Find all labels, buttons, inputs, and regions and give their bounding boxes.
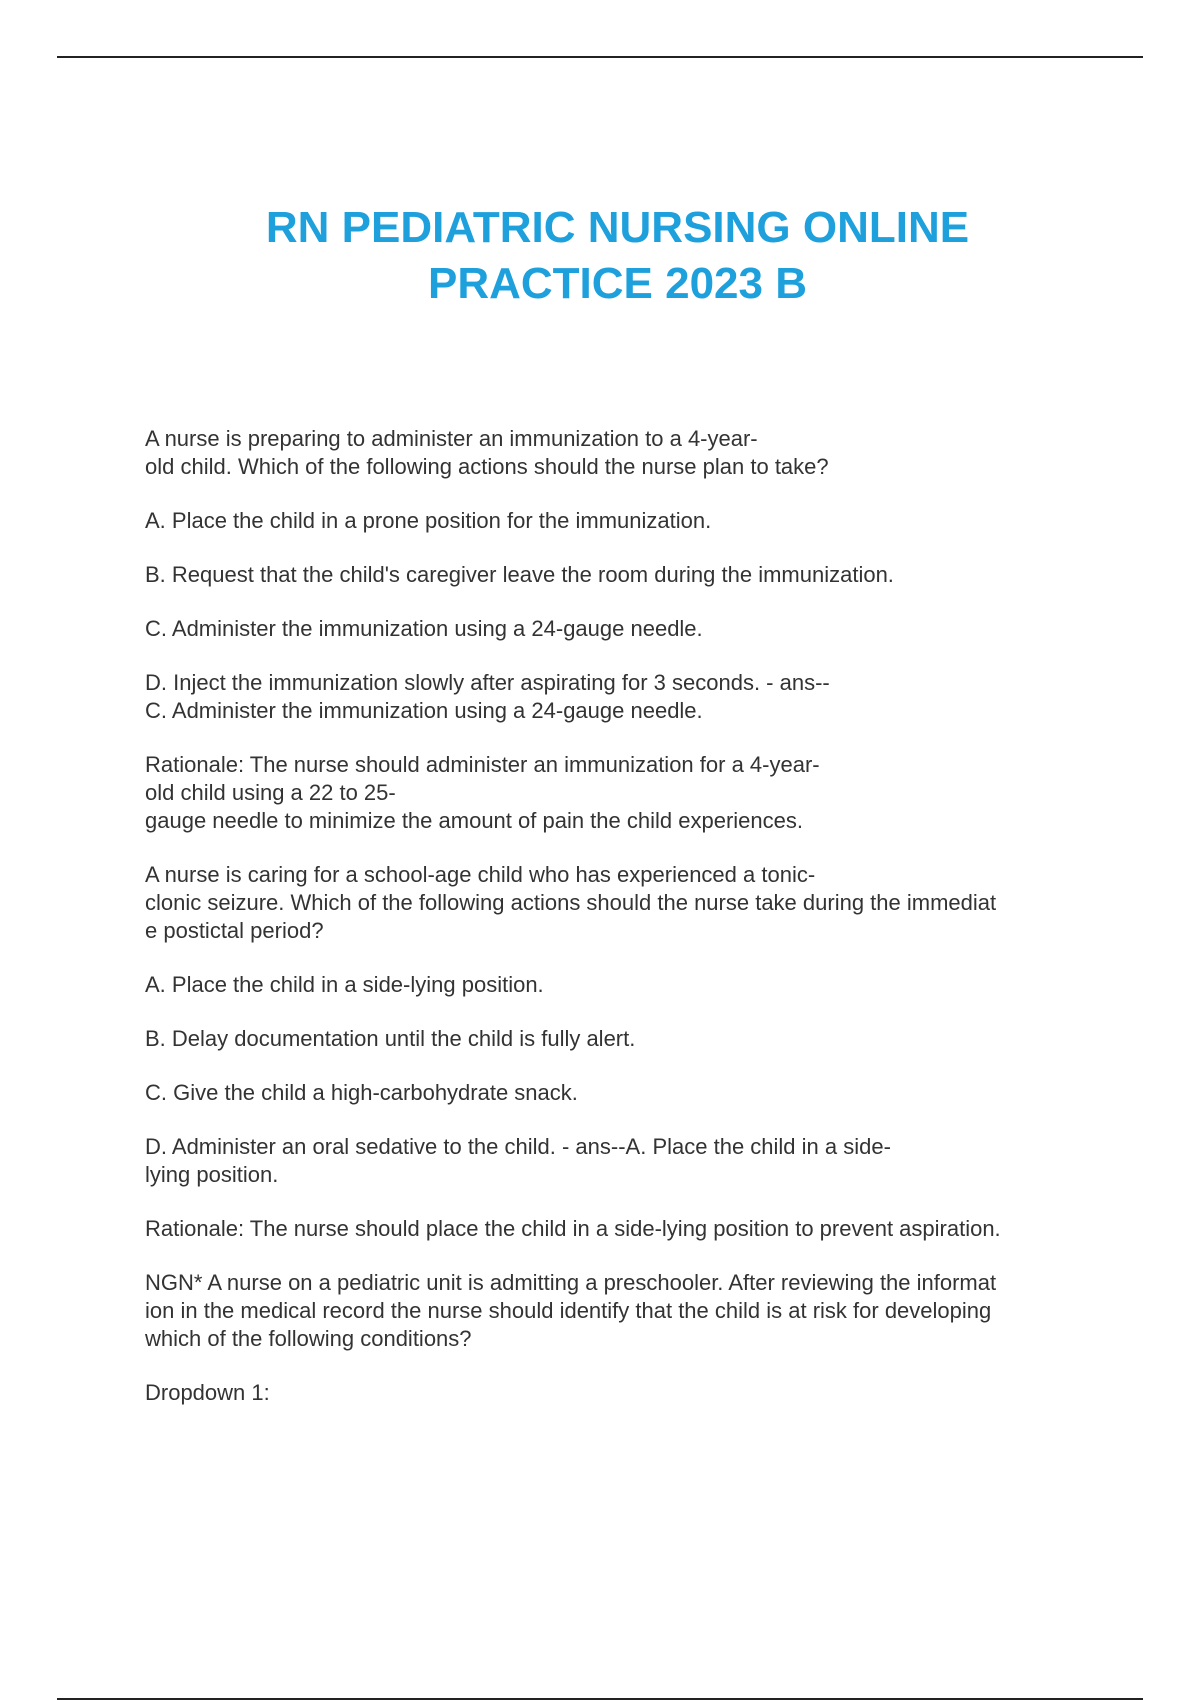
question-1-option-a: A. Place the child in a prone position for the immunization. [145, 508, 712, 533]
question-1-stem: A nurse is preparing to administer an immunization to a 4-year- old child. Which of the following actions should the nurse plan to take? [145, 426, 829, 479]
title-line-1: RN PEDIATRIC NURSING ONLINE [265, 203, 970, 252]
question-2-option-a: A. Place the child in a side-lying position. [145, 972, 544, 997]
document-title [0, 200, 1200, 312]
question-2-rationale: Rationale: The nurse should place the child in a side-lying position to prevent aspiration. [145, 1216, 1001, 1241]
top-rule [57, 56, 1143, 58]
question-1-option-c: C. Administer the immunization using a 24-gauge needle. [145, 616, 703, 641]
question-3-stem: NGN* A nurse on a pediatric unit is admitting a preschooler. After reviewing the informat ion in the medical record the nurse should identify that the child is at risk for developing which of the following conditions? [145, 1270, 997, 1351]
question-3-dropdown-label: Dropdown 1: [145, 1380, 270, 1405]
document-body [145, 425, 1105, 1433]
question-2-stem: A nurse is caring for a school-age child who has experienced a tonic- clonic seizure. Which of the following actions should the nurse take during the immediat e postictal period? [145, 862, 997, 943]
question-1-rationale: Rationale: The nurse should administer an immunization for a 4-year- old child using a 22 to 25- gauge needle to minimize the amount of pain the child experiences. [145, 752, 820, 833]
question-2-option-c: C. Give the child a high-carbohydrate snack. [145, 1080, 578, 1105]
title-line-2: PRACTICE 2023 B [427, 259, 807, 308]
question-1-option-b: B. Request that the child's caregiver leave the room during the immunization. [145, 562, 894, 587]
question-1-option-d-answer: D. Inject the immunization slowly after aspirating for 3 seconds. - ans-- C. Administer the immunization using a 24-gauge needle. [145, 670, 830, 723]
question-2-option-b: B. Delay documentation until the child is fully alert. [145, 1026, 636, 1051]
question-2-option-d-answer: D. Administer an oral sedative to the child. - ans--A. Place the child in a side- lying position. [145, 1134, 891, 1187]
